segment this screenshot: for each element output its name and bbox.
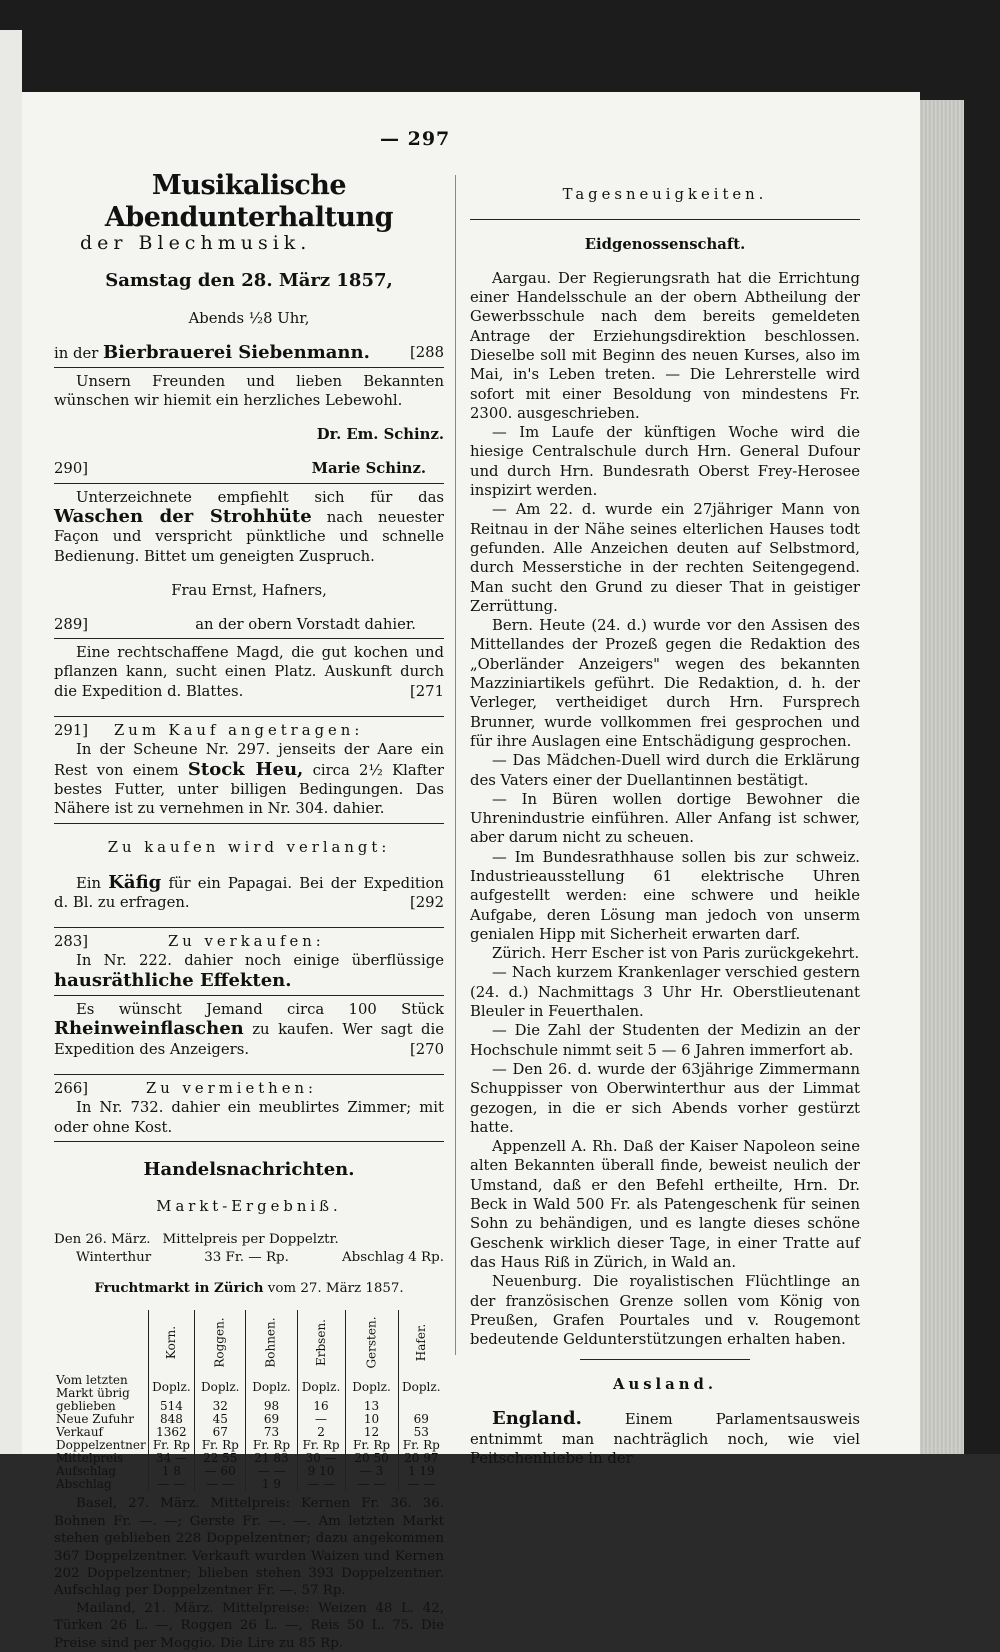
page-number: — 297 <box>380 128 451 150</box>
sale-header <box>54 721 444 740</box>
daily-news-heading: Tagesneuigkeiten. <box>562 185 768 203</box>
news-paragraph: — Den 26. d. wurde der 63jährige Zimmermann Schuppisser von Oberwinterthur aus der Limmat gezogen, in die er sich Abends vorher gestürzt hatte. <box>470 1060 860 1136</box>
concert-place <box>54 343 444 363</box>
news-paragraph: — Nach kurzem Krankenlager verschied gestern (24. d.) Nachmittags 3 Uhr Hr. Oberstlieutenant Bleuler in Feuerthalen. <box>470 964 860 1021</box>
ad-number: [271 <box>409 683 444 701</box>
table-cell: Fr. Rp <box>345 1439 398 1452</box>
grain-column-label: Korn. <box>163 1325 178 1359</box>
sale-heading: Zum Kauf angetragen: <box>114 722 364 740</box>
left-column <box>54 170 444 1652</box>
row-label: geblieben <box>56 1399 116 1414</box>
news-paragraph: — Die Zahl der Studenten der Medizin an der Hochschule nimmt seit 5 — 6 Jahren immerfort ab. <box>470 1022 860 1059</box>
divider <box>54 1141 444 1142</box>
maid-ad: Eine rechtschaffene Magd, die gut kochen und pflanzen kann, sucht einen Platz. Auskunft durch die Expedition d. Blattes. <box>54 644 444 700</box>
table-cell: — 3 <box>345 1465 398 1478</box>
divider <box>54 483 444 484</box>
concert-time: Abends ½8 Uhr, <box>188 309 310 327</box>
unit-cell: Doplz. <box>148 1374 194 1400</box>
ad-number: 291] <box>54 722 89 740</box>
ad-number: [292 <box>409 894 444 912</box>
table-cell: 16 <box>297 1400 345 1413</box>
table-units-row <box>54 1374 444 1400</box>
grain-column-header <box>398 1310 444 1374</box>
ad-number: [270 <box>409 1040 444 1058</box>
table-cell: 53 <box>398 1426 444 1439</box>
ad-number: 289] <box>54 615 89 633</box>
table-cell: 1 8 <box>148 1465 194 1478</box>
table-cell: 69 <box>246 1413 297 1426</box>
row-label: Neue Zufuhr <box>56 1412 134 1427</box>
ad-number: [288 <box>409 343 444 361</box>
table-row <box>54 1465 444 1478</box>
buy-text-b: Käfig <box>108 871 162 893</box>
table-cell: — — <box>246 1465 297 1478</box>
table-cell: 22 55 <box>195 1452 246 1465</box>
table-cell: — — <box>345 1478 398 1491</box>
grain-price-table <box>54 1310 444 1491</box>
table-cell: 2 <box>297 1426 345 1439</box>
sale-text-c: circa 2½ Klafter bestes Futter, unter billigen Bedingungen. Das Nähere ist zu vernehmen in Nr. 304. dahier. <box>54 761 444 818</box>
table-cell: 13 <box>345 1400 398 1413</box>
table-cell: 12 <box>345 1426 398 1439</box>
unit-cell: Doplz. <box>345 1374 398 1400</box>
table-cell: 32 <box>195 1400 246 1413</box>
facing-page-edge <box>0 30 22 1454</box>
market-place: Winterthur <box>76 1249 152 1265</box>
farewell-signature-row <box>54 459 444 478</box>
unit-cell: Doplz. <box>195 1374 246 1400</box>
table-cell: — — <box>148 1478 194 1491</box>
market-date: Den 26. März. <box>54 1232 151 1248</box>
abroad-heading: Ausland. <box>612 1376 718 1394</box>
straw-text-c: nach neuester Façon und verspricht pünktliche und schnelle Bedienung. Bittet um geneigten Zuspruch. <box>54 509 444 565</box>
table-row <box>54 1452 444 1465</box>
wine-text-b: Rheinweinflaschen <box>54 1018 244 1040</box>
farewell-signature-2: Marie Schinz. <box>311 460 426 478</box>
divider <box>54 995 444 996</box>
table-cell: 20 50 <box>345 1452 398 1465</box>
table-cell: — 60 <box>195 1465 246 1478</box>
news-paragraph: Zürich. Herr Escher ist von Paris zurückgekehrt. <box>492 945 860 963</box>
market-column-label: Mittelpreis per Doppelztr. <box>162 1232 339 1248</box>
fruit-heading-b: Fruchtmarkt in Zürich <box>94 1279 264 1296</box>
concert-title: Musikalische Abendunterhaltung <box>104 170 394 233</box>
buy-text-a: Ein <box>76 874 102 892</box>
row-label: Doppelzentner <box>56 1438 146 1453</box>
news-paragraph: Neuenburg. Die royalistischen Flüchtlinge an der französischen Grenze sollen vom König von Preußen, Grafen Pourtales und v. Rougemont bedeutende Geldunterstützungen erhalten haben. <box>470 1273 860 1349</box>
grain-column-label: Hafer. <box>413 1323 428 1362</box>
table-cell: 34 — <box>148 1452 194 1465</box>
divider <box>54 927 444 928</box>
straw-signature-row <box>54 615 444 634</box>
table-header-row <box>54 1310 444 1374</box>
divider <box>54 823 444 824</box>
grain-column-header <box>297 1310 345 1374</box>
ad-number: 266] <box>54 1080 89 1098</box>
divider <box>54 638 444 639</box>
unit-cell: Doplz. <box>297 1374 345 1400</box>
column-divider <box>455 175 456 1355</box>
grain-column-label: Bohnen. <box>263 1317 278 1368</box>
milan-market-report: Mailand, 21. März. Mittelpreise: Weizen 48 L. 42, Türken 26 L. —, Roggen 26 L. —, Reis 50 L. 75. Die Preise sind per Moggio. Die Lire zu 85 Rp. <box>54 1600 444 1651</box>
concert-subtitle: der Blechmusik. <box>80 232 312 254</box>
ad-number: 283] <box>54 933 89 951</box>
table-cell: Fr. Rp <box>195 1439 246 1452</box>
divider <box>470 219 860 220</box>
trade-news-heading: Handelsnachrichten. <box>143 1158 355 1180</box>
table-cell: 20 97 <box>398 1452 444 1465</box>
farewell-signature: Dr. Em. Schinz. <box>316 426 444 444</box>
unit-cell: Doplz. <box>398 1374 444 1400</box>
straw-signature: Frau Ernst, Hafners, <box>171 581 327 599</box>
england-article <box>470 1409 860 1468</box>
table-cell: — — <box>195 1478 246 1491</box>
sale-text-a: In der Scheune Nr. 297. jenseits der Aare ein Rest von einem <box>54 741 444 779</box>
fruit-market-heading <box>54 1280 444 1297</box>
table-cell: Fr. Rp <box>297 1439 345 1452</box>
table-cell: 1 9 <box>246 1478 297 1491</box>
grain-column-header <box>345 1310 398 1374</box>
table-cell: 514 <box>148 1400 194 1413</box>
hay-sale-ad <box>54 740 444 818</box>
row-label: Mittelpreis <box>56 1451 124 1466</box>
news-paragraph: Appenzell A. Rh. Daß der Kaiser Napoleon seine alten Bekannten überall finde, beweist neulich der Umstand, daß er den Befehl ertheilte, Hrn. Dr. Beck in Wald 500 Fr. als Patengeschenk für seinen Sohn zu behändigen, und es langte dieses schöne Geschenk wirklich dieser Tage, in einer Tratte auf das Haus Riß in Zürich, in Wald an. <box>470 1138 860 1271</box>
unit-cell: Doplz. <box>246 1374 297 1400</box>
news-paragraph: Bern. Heute (24. d.) wurde vor den Assisen des Mittellandes der Prozeß gegen die Redaktion des „Oberländer Anzeigers" wegen des bekannten Mazziniartikels geführt. Die Redaktion, d. h. der Verleger, vertheidiget durch Hrn. Fursprech Brunner, wurde vollkommen frei gesprochen und für ihre Auslagen eine Entschädigung gesprochen. <box>470 617 860 750</box>
table-cell: 98 <box>246 1400 297 1413</box>
table-cell: 848 <box>148 1413 194 1426</box>
straw-address: an der obern Vorstadt dahier. <box>195 615 416 633</box>
table-cell: Fr. Rp <box>398 1439 444 1452</box>
sell-heading: Zu verkaufen: <box>168 933 325 951</box>
straw-text-b: Waschen der Strohhüte <box>54 506 312 528</box>
wine-text-c: zu kaufen. Wer sagt die Expedition des Anzeigers. <box>54 1021 444 1058</box>
market-heading: Markt-Ergebniß. <box>156 1198 342 1216</box>
grain-column-label: Erbsen. <box>313 1318 328 1366</box>
sale-text-b: Stock Heu, <box>187 758 304 780</box>
grain-column-label: Gersten. <box>364 1316 379 1369</box>
table-cell: 1 19 <box>398 1465 444 1478</box>
grain-column-label: Roggen. <box>212 1317 227 1368</box>
table-cell: 1362 <box>148 1426 194 1439</box>
table-cell: 10 <box>345 1413 398 1426</box>
place-name: Bierbrauerei Siebenmann. <box>103 341 370 363</box>
grain-column-header <box>246 1310 297 1374</box>
row-label: Aufschlag <box>56 1464 117 1479</box>
row-label: Verkauf <box>56 1425 103 1440</box>
household-ad <box>54 951 444 991</box>
news-paragraph: Aargau. Der Regierungsrath hat die Errichtung einer Handelsschule an der obern Abtheilung der Gewerbsschule nach dem bereits gemeldeten Antrage der Erziehungsdirektion beschlossen. Dieselbe soll mit Beginn des neuen Kurses, also im Mai, in's Leben treten. — Die Lehrerstelle wird sofort mit einer Besoldung von mindestens Fr. 2300. ausgeschrieben. <box>470 269 860 422</box>
table-cell: — — <box>297 1478 345 1491</box>
fruit-heading-c: vom 27. März 1857. <box>267 1280 404 1296</box>
news-paragraph: — Das Mädchen-Duell wird durch die Erklärung des Vaters einer der Duellantinnen bestätigt. <box>470 752 860 789</box>
farewell-notice: Unsern Freunden und lieben Bekannten wünschen wir hiemit ein herzliches Lebewohl. <box>54 372 444 410</box>
ad-number: 290] <box>54 460 89 478</box>
basel-market-report: Basel, 27. März. Mittelpreis: Kernen Fr. 36. 36. Bohnen Fr. —. —; Gerste Fr. —. —. Am letzten Markt stehen geblieben 228 Doppelzentner; dazu angekommen 367 Doppelzentner. Verkauft wurden Waizen und Kernen 202 Doppelzentner; blieben stehen 393 Doppelzentner. Aufschlag per Doppelzentner Fr. —. 57 Rp. <box>54 1496 444 1599</box>
place-prefix: in der <box>54 344 99 362</box>
swiss-section-heading: Eidgenossenschaft. <box>584 235 746 253</box>
table-units-label: Markt übrig <box>56 1386 130 1401</box>
divider <box>54 367 444 368</box>
england-heading: England. <box>492 1408 582 1430</box>
table-cell: — — <box>398 1478 444 1491</box>
rent-heading: Zu vermiethen: <box>146 1080 317 1098</box>
news-paragraph: — Am 22. d. wurde ein 27jähriger Mann von Reitnau in der Nähe seines elterlichen Hauses todt gefunden. Alle Anzeichen deuten auf Selbstmord, durch Messerstiche in der rechten Seitengegend. Man sucht den Grund zu dieser That in geistiger Zerrüttung. <box>470 501 860 615</box>
table-stub: Vom letzten <box>56 1373 128 1388</box>
row-label: Abschlag <box>56 1477 112 1492</box>
divider <box>580 1359 750 1360</box>
table-cell: 21 83 <box>246 1452 297 1465</box>
table-row <box>54 1478 444 1491</box>
table-cell: 9 10 <box>297 1465 345 1478</box>
buy-heading: Zu kaufen wird verlangt: <box>107 839 391 857</box>
room-rent-ad: In Nr. 732. dahier ein meublirtes Zimmer; mit oder ohne Kost. <box>54 1099 444 1136</box>
news-paragraph: — Im Bundesrathhause sollen bis zur schweiz. Industrieausstellung 61 elektrische Uhren aufgestellt werden: eine schwere und heikle Aufgabe, deren Lösung man jedoch von unserm genialen Hipp mit Sicherheit erwarten darf. <box>470 848 860 943</box>
grain-column-header <box>148 1310 194 1374</box>
news-paragraph: — Im Laufe der künftigen Woche wird die hiesige Centralschule durch Hrn. General Dufour und durch Hrn. Bundesrath Oberst Frey-Herosee inspizirt werden. <box>470 424 860 500</box>
grain-column-header <box>195 1310 246 1374</box>
table-cell: 45 <box>195 1413 246 1426</box>
rent-header <box>54 1079 444 1098</box>
wine-text-a: Es wünscht Jemand circa 100 Stück <box>76 1001 444 1019</box>
market-result <box>54 1231 444 1266</box>
market-price: 33 Fr. — Rp. <box>204 1249 289 1265</box>
table-cell: Fr. Rp <box>246 1439 297 1452</box>
sell-text-a: In Nr. 222. dahier noch einige überflüssige <box>76 952 444 970</box>
buy-text-c: für ein Papagai. Bei der Expedition d. Bl. zu erfragen. <box>54 874 444 911</box>
table-row <box>54 1413 444 1426</box>
england-text: Einem Parlamentsausweis entnimmt man nachträglich noch, wie viel Peitschenhiebe in der <box>470 1411 860 1467</box>
sell-header <box>54 932 444 951</box>
table-cell: 69 <box>398 1413 444 1426</box>
table-cell: 73 <box>246 1426 297 1439</box>
market-change: Abschlag 4 Rp. <box>341 1249 444 1265</box>
straw-text-a: Unterzeichnete empfiehlt sich für das <box>76 488 444 506</box>
concert-date: Samstag den 28. März 1857, <box>105 270 393 292</box>
news-paragraph: — In Büren wollen dortige Bewohner die Uhrenindustrie einführen. Aller Anfang ist schwer, aber darum nicht zu scheuen. <box>470 790 860 847</box>
divider <box>54 716 444 717</box>
table-cell: 67 <box>195 1426 246 1439</box>
divider <box>54 1074 444 1075</box>
news-articles <box>470 269 860 1350</box>
table-cell: — <box>297 1413 345 1426</box>
sell-text-b: hausräthliche Effekten. <box>54 969 292 991</box>
right-column <box>470 170 860 1468</box>
table-cell: Fr. Rp <box>148 1439 194 1452</box>
table-cell: 30 — <box>297 1452 345 1465</box>
straw-hat-ad <box>54 488 444 566</box>
